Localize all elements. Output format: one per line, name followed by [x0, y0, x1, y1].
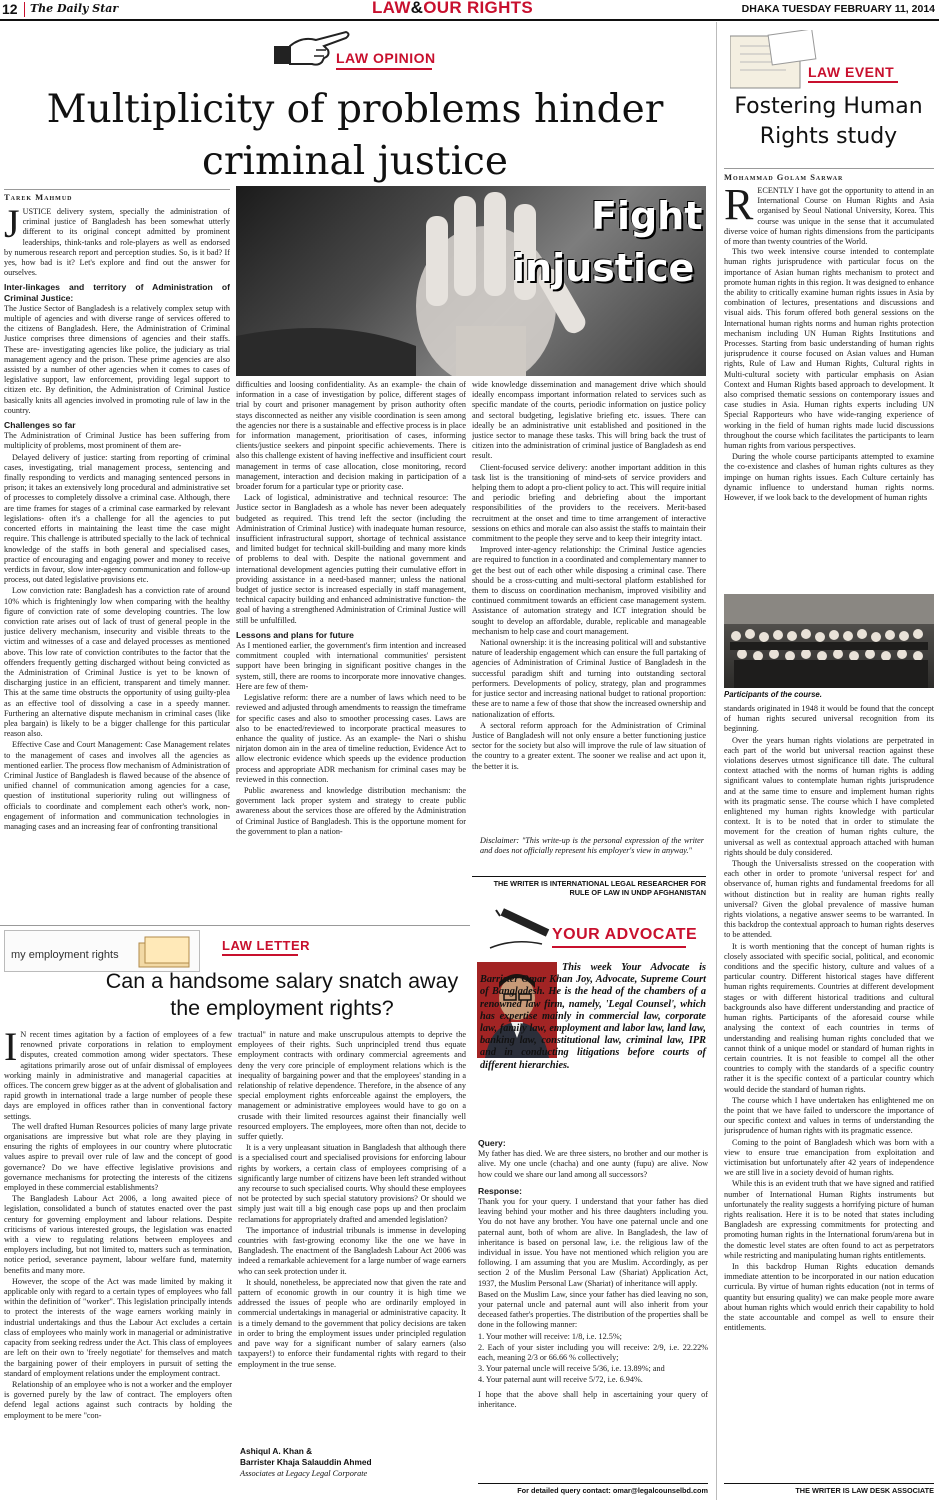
event-paragraph: standards originated in 1948 it would be found that the concept of human rights secured universal recognition from its beginning.: [724, 704, 934, 734]
event-lead: ECENTLY I have got the opportunity to attend in an International Course on Human Rights and Asia organised by Seoul National University, Korea. This course was unique in the sense that it accumulated diverse voice of human rights dimensions from the participants of more than twenty countries of the World.: [724, 186, 934, 247]
advocate-response-2: Based on the Muslim Law, since your father has died leaving no son, your paternal uncle and paternal aunt will also inherit from your deceased father's properties. The distribution of the properties shall be done in the following manner:: [478, 1289, 708, 1330]
letter-signature: [240, 1446, 466, 1479]
photo-text-fight: Fight: [591, 194, 703, 238]
event-paragraph: It is worth mentioning that the concept of human rights is closely associated with specific social, political, and economic conditions and the specific history, culture and values of a particular country. Different historical stages have different human rights requirements. Countries at different development stages or with different historical traditions and cultural backgrounds also have different understanding and practice of human rights. Participants of the aforesaid course while analysing the context of each countries in terms of understanding and realising human rights concluded that we cannot think of a unique model or standard of human rights in certain countries. It is not feasible to compel all the other countries to comply with the standards of a specific country rather it is the specific context of a particular country which would decide the standard of human rights.: [724, 941, 934, 1094]
letter-paragraph: It should, nonetheless, be appreciated now that given the rate and pattern of economic growth in our country it is high time we addressed the issues of people who are ordinarily employed in commercial undertakings in managerial or administrative capacity. It is a timely demand to the government that policy decisions are taken in order to bring the employment issues under principled regulation and pave way for a significant number of salary earners (also taxpayers!) to enforce their fundamental rights with regard to their employment in the true sense.: [238, 1277, 466, 1369]
paper-name: The Daily Star: [30, 2, 119, 15]
opinion-paragraph: Legislative reform: there are a number of laws which need to be reviewed and adjusted through amendments to reassign the timeframe for specific cases and also to smoother processing cases. Laws are also to be enacted/reviewed to incorporate practical measures to enhance the quality of justice. As an example- the Nari o shishu nirjaton domon ain in the area of timeline reduction, Evidence Act to allow electronic evidence which speeds up the evidence production process and appropriate ADR mechanism for criminal cases may be reviewed in this connection.: [236, 693, 466, 784]
section-rights: OUR RIGHTS: [423, 0, 533, 17]
opinion-paragraph: The Justice Sector of Bangladesh is a relatively complex setup with multiple of agencies and with diverse range of services offered to the citizens of Bangladesh. Here, the Administration of Criminal Justice comprises three dimensions of agencies and their staffs. These are- investigating agencies like police, the judiciary as trial management agency and the prison. These prime agencies are also assisted by a number of other agencies when it comes to cases of legislative support, law enforcement, providing legal support to citizen etc. By definition, the Administration of Criminal Justice basically knits all agencies involved in promoting rule of law in the country.: [4, 303, 230, 415]
opinion-paragraph: Improved inter-agency relationship: the Criminal Justice agencies are required to function in a coordinated and complementary manner to get the best out of each other while disposing a criminal case. There should be a cross-cutting and multi-sectoral platform established for them to discuss on coordination mechanism, improved visibility and continued commitment towards an efficient case management system. Assistance of automation strategy and ICT integration should be sought to develop an affordable, durable, replicable and manageable mechanism to help case and court management.: [472, 545, 706, 636]
opinion-paragraph: difficulties and loosing confidentiality. As an example- the chain of information in a case of investigation by police, different stages of trial by court and prisoner management by prison authority often stays disconnected as neither any visible coordination is seen among the agencies nor there is a sustainable and effective process is in place for information management, prioritisation of cases, informing clients/justice seekers and pinpoint specific achievements. There is also this challenge existent of having ineffective and insufficient court management in terms of case allocation, close monitoring, record management, interaction and decision making in participation of a broader forum for a particular type or priority case.: [236, 380, 466, 492]
opinion-writer-rule: [472, 876, 706, 877]
opinion-writer-note: THE WRITER IS INTERNATIONAL LEGAL RESEARCHER FOR RULE OF LAW IN UNDP AFGHANISTAN: [493, 879, 706, 897]
letter-paragraph: The well drafted Human Resources policies of many large private organisations are impressive but what role are they playing in ensuring the rights of employees in our country where plutocratic values aspire to prevail over rule of law and the concept of good governance? Do we have effective legislative provisions and governance mechanisms for protecting the interests of the citizens employed in these commercial establishments?: [4, 1121, 232, 1193]
letter-paragraph: The Bangladesh Labour Act 2006, a long awaited piece of legislation, consolidated a bunch of statutes enacted over the past century for governing employment and labour relations. Despite criticisms of various interested groups, the legislation was enacted with a view to regulating relations between employees and employers including, but not limited to, matters such as termination, notice period, severance payment, labour welfare fund, maternity benefits and many more.: [4, 1194, 232, 1275]
masthead: [0, 0, 939, 22]
letter-column-1: [4, 1030, 232, 1500]
letter-signer-1: Ashiqul A. Khan &: [240, 1446, 313, 1456]
letter-paragraph: tractual" in nature and make unscrupulous attempts to deprive the employees of their rights. Such unprincipled trend thus equate employment contracts with ordinary commercial agreements and deny the very core principle of employment relations which is the inequality of bargaining power and that the employees' standing in a relationship of relative dependence. Therefore, in the absence of any special employment rights enforceable against the employers, the management or administrative employees would have to go on a crusade with their limited resources against their financially well resourced employers. The employees, more often than not, decide to suffer quietly.: [238, 1030, 466, 1142]
advocate-intro: This week Your Advocate is Barrister Omar Khan Joy, Advocate, Supreme Court of Bangladesh. He is the head of the chambers of a renowned law firm, namely, 'Legal Counsel', which has expertise mainly in commercial law, corporate law, family law, employment and labor law, land law, banking law, constitutional law, criminal law, IPR and in conducting litigations before courts of different hierarchies.: [480, 962, 706, 1071]
event-paragraph: Though the Universalists stressed on the cooperation with each other in order to promote 'universal respect for' and observance of, human rights and fundamental freedoms for all without distinction but in reality are human rights really universal? Given the global prevalence of massive human rights violations, a negative answer seems to be warranted. In this backdrop the contextual approach to human rights deserves to be attended.: [724, 859, 934, 940]
inheritance-share-item: 1. Your mother will receive: 1/8, i.e. 12.5%;: [478, 1331, 622, 1341]
opinion-column-3: [472, 380, 706, 820]
advocate-contact-rule: [478, 1483, 708, 1484]
letter-column-2: [238, 1030, 466, 1440]
letter-paragraph: The importance of industrial tribunals is immense in developing countries with fast-growing economy like the one we have in Bangladesh. The enactment of the Bangladesh Labour Act 2006 was indeed a remarkable achievement for a large number of wage earners who can seek protection under it.: [238, 1225, 466, 1276]
opinion-paragraph: Lack of logistical, administrative and technical resource: The Justice sector in Bangladesh as a whole has never been adequately budgeted as required. This trend left the sector (including the Administration of Criminal Justice) with inadequate human resource, insufficient infrastructural support, shortage of technical assistance and limited budget for technical skill-building and many more kinds of problems to deal with. Despite the national government and international development agencies putting their cumulative effort in providing assistance in a need-based manner; unless the national budget of justice sector is increased especially in staff management, technical capacity building and enhanced administrative function- the goal of having a strengthened Administration of Criminal Justice will still be unfulfilled.: [236, 493, 466, 625]
letter-paragraph: Relationship of an employee who is not a worker and the employer is governed purely by the law of contract. The employers often defend legal actions against such contracts by holding the employment to be mere "con-: [4, 1379, 232, 1420]
opinion-subhead-1: Inter-linkages and territory of Administration of Criminal Justice:: [4, 282, 230, 303]
opinion-subhead-3: Lessons and plans for future: [236, 629, 354, 640]
inheritance-share-item: 2. Each of your sister including you will receive: 2/9, i.e. 22.22% each, meaning 2/3 or 66.66 % collectively;: [478, 1342, 708, 1363]
event-writer-note: THE WRITER IS LAW DESK ASSOCIATE: [795, 1486, 934, 1495]
advocate-query: My father has died. We are three sisters, no brother and our mother is alive. My one uncle (chacha) and one aunty (fupu) are alive. Now how could we share our land among all successors?: [478, 1149, 708, 1179]
section-title: [372, 0, 533, 18]
law-letter-rule: [222, 954, 298, 956]
event-column-top: [724, 186, 934, 591]
event-paragraph: Coming to the point of Bangladesh which was born with a view to ensure true emancipation from exploitation and victimisation but unfortunately after 42 years of independence we are still live in a society devoid of human rights.: [724, 1137, 934, 1178]
opinion-author-rule: [4, 189, 230, 190]
advocate-query-label: Query:: [478, 1138, 506, 1148]
event-drop-cap: R: [724, 186, 754, 229]
letter-brand-box: [4, 930, 200, 972]
opinion-paragraph: Effective Case and Court Management: Case Management relates to the management of cases and involves all the agencies as mentioned earlier. The process flow mechanism of Administration of Criminal Justice of Bangladesh is flawed because of the absence of unified channel of communication among agencies for a case, question of institutional superiority ruling out willingness of officials to coordinate and complement each other's work, non-engagement of information and communication technologies in managing cases and an increasing fear of confronting transitional: [4, 740, 230, 831]
page-number-divider: [24, 2, 25, 17]
event-paragraph: This two week intensive course intended to contemplate human rights jurisprudence with particular focus on the importance of Asian human rights mechanism to protect and promote human rights in this region. It was designed to enhance the ability to critically examine human rights issues in Asia by combination of lectures, presentations and discussions and visual aids. This forum offered both general sessions on the International human rights norms and human rights protection mechanism including UN Human Rights Institutions and Processes. Starting from basic understanding of human rights jurisprudence it course focused on Asian values and Human rights, Rule of Law and Human Rights, Cultural rights in Multi-cultural society with particular emphasis on Asian Context and Human Rights based approach to development. It also comprised thematic sessions on contemporary issues and case studies in Asia. Human rights experts including UN Special Rapporteurs who have wide-ranging experience of working in the field of human rights made lucid discussions throughout the course which facilitates the participants to learn human rights from various perspectives.: [724, 247, 934, 451]
event-column-bottom: [724, 704, 934, 1480]
opinion-lead: USTICE delivery system, specially the administration of criminal justice of Bangladesh has been somewhat utterly different to its original concept admitted by prominent leaderships, think-tanks and role-players as well as endorsed by numerous research report and perception studies. So, is it bad? If yes, how bad is it? Let's explore and find out the answer for ourselves.: [4, 207, 230, 278]
event-photo: [724, 594, 934, 688]
law-letter-label: LAW LETTER: [222, 938, 311, 953]
advocate-response-label: Response:: [478, 1185, 522, 1196]
opinion-author: Tarek Mahmud: [4, 192, 73, 202]
event-paragraph: The course which I have undertaken has enlightened me on the point that we have failed to underscore the importance of our specific context and values in terms of understanding the jurisprudence of human rights with its pragmatic essence.: [724, 1095, 934, 1136]
event-writer-rule: [724, 1483, 934, 1484]
opinion-paragraph: Client-focused service delivery: another important addition in this task list is the transitioning of mind-sets of service providers and helping them to adopt a pro-client policy to act. This will require initial and periodic briefing and debriefing about the important responsibilities of the providers to the receivers. Merit-based recruitment at the onset and time to time arrangement of interactive sessions on ethics and morale can also assist the staffs to maintain their commitment to the people they serve and to keep their integrity intact.: [472, 462, 706, 544]
letter-brand: my employment rights: [11, 949, 119, 961]
law-event-rule: [808, 81, 898, 83]
event-paragraph: During the whole course participants attempted to examine the co-existence and clashes of human rights cultures as they impinge on human rights issues. Each Culture certainly has dynamic influence to understand human rights norms. However, if we look back to the development of human rights: [724, 452, 934, 503]
event-paragraph: Over the years human rights violations are perpetrated in each part of the world but universal reaction against these violations deserves utmost significance till date. The cultural context attached with the norms of human rights is adding significant values to contemplate human rights jurisprudence and at the same time to ensure and implement human rights with its pragmatic sense. The course which I have completed enlightened my human rights knowledge with particular context. It is to be noted that in order to stimulate the movement for the creation of human rights culture, the universal as well as contextual approach attached with human rights should be duly considered.: [724, 735, 934, 857]
your-advocate-rule: [552, 946, 686, 948]
letter-drop-cap: I: [4, 1030, 18, 1069]
event-author-rule: [724, 168, 934, 169]
letter-signer-affiliation: Associates at Legacy Legal Corporate: [240, 1469, 368, 1478]
event-paragraph: While this is an evident truth that we have signed and ratified number of International Human Rights instruments but unfortunately the reality suggests a horrifying picture of human rights realisation. Here it is to be noted that states including Bangladesh are expressing commitments for protecting and promoting human rights in the International forum/arena but in the domestic level states are often found to act as perpetrators while restricting and manipulating human rights entitlements.: [724, 1179, 934, 1260]
opinion-paragraph: A sectoral reform approach for the Administration of Criminal Justice of Bangladesh will not only ensure a better functioning justice sector for the society but also will improve the rule of law situation of the country to a greater extent. The sooner we realise and act upon it, the better it is.: [472, 720, 706, 771]
opinion-paragraph: As I mentioned earlier, the government's firm intention and increased commitment coupled with international communities' persistent support have been bringing in significant positive changes in the system, still, there are rooms to incorporate more innovative changes. Here are few of them-: [236, 641, 466, 691]
dateline: DHAKA TUESDAY FEBRUARY 11, 2014: [741, 3, 935, 15]
advocate-contact: For detailed query contact: omar@legalcounselbd.com: [517, 1486, 708, 1495]
opinion-paragraph: Low conviction rate: Bangladesh has a conviction rate of around 10% which is frighteningly low when comparing with the healthy figure of conviction rate of some developing countries. The low conviction rate arises out of lack of trust of general people in the justice delivery mechanism, insecurity and visible threats to the victim and witnesses of a case and delayed processes as mentioned above. This low rate of conviction contributes to the factor that the offenders frequently getting discharged without being convicted as the Administration of Criminal Justice is yet to be known of discharging justice in an efficient, transparent and timely manner. This at the same time obstructs the opportunity of using guilty-plea as an effective tool of dissolving a case in a speedy manner. Furthering an alternative dispute mechanism in criminal cases (like plea bargain) is likely to be a bigger challenge for this particular reason also.: [4, 586, 230, 739]
event-author: Mohammad Golam Sarwar: [724, 172, 844, 182]
section-law: LAW: [372, 0, 411, 17]
inheritance-share-item: 4. Your paternal aunt will receive 5/72, i.e. 6.94%.: [478, 1375, 643, 1385]
event-headline: Fostering Human Rights study: [734, 94, 923, 149]
page-number: 12: [2, 1, 18, 17]
photo-text-injustice: injustice: [512, 246, 695, 290]
opinion-headline: Multiplicity of problems hinder criminal justice: [46, 87, 664, 184]
letter-paragraph: However, the scope of the Act was made limited by making it applicable only with regard to a certain types of employees who fall within the definition of "worker". This legislation principally intends to protect the interests of the wage earners working mainly in industrial undertakings and thus the Labour Act excludes a certain class of employees who mainly work in managerial or administrative capacity from seeking redress under the Act. This class of employees are left on their own to 'freely negotiate' for themselves and match the bargaining power of their employers in pursuit of setting the standard of employment relations under the employment contract.: [4, 1276, 232, 1378]
section-amp: &: [410, 0, 424, 17]
inheritance-share-item: 3. Your paternal uncle will receive 5/36, i.e. 13.89%; and: [478, 1364, 665, 1374]
event-photo-caption: Participants of the course.: [724, 690, 822, 699]
letter-headline: Can a handsome salary snatch away the employment rights?: [105, 969, 459, 1020]
letter-paragraph: It is a very unpleasant situation in Bangladesh that although there is a specialised court and specialised provisions for enforcing labour rights by workers, a certain class of employees comprising of a significantly large number of citizens have been left stranded without any recourse to such specialised courts. Why should these employees not be protected by such special statutory provisions? Or should we simply just wait till a big enough case pops up and then proclaim reclamations for appropriately drafted and amended legislation?: [238, 1143, 466, 1224]
law-opinion-rule: [336, 68, 432, 70]
letter-lead: N recent times agitation by a faction of employees of a few renowned private corporations in relation to employment disputes, created commotion among wider spectators. These agitations primarily arose out of unfair dismissal of employees working mainly in administrative and managerial capacities at offices. The concern grew bigger as at the advent of globalisation and rapid growth in international trade a large number of people these days are employed in offices rather than in conventional factory settings.: [4, 1030, 232, 1121]
opinion-paragraph: Public awareness and knowledge distribution mechanism: the government lack proper system and strategy to create public awareness about the services those are offered by the Administration of Criminal Justice of Bangladesh. This is the opportune moment for the government to plan a nation-: [236, 785, 466, 836]
opinion-disclaimer: Disclaimer: "This write-up is the personal expression of the writer and does not officially represent his employer's view in anyway.": [480, 836, 704, 855]
opinion-drop-cap: J: [4, 207, 20, 246]
opinion-paragraph: The Administration of Criminal Justice has been suffering from multiplicity of problems, most prominent of them are-: [4, 431, 230, 451]
group-photo-icon: [724, 594, 934, 688]
masthead-rule: [0, 19, 939, 21]
opinion-paragraph: National ownership: it is the increasing political will and substantive nature of leadership engagement which can ensure the full partaking of agencies of Administration of Criminal Justice of Bangladesh in the successful paradigm shift and turning into outstanding sectoral performers. Developments of policy, strategy, plan and programmes for justice sector and increasing national budget to rational proportion: these are to name a few of those that show the increased ownership and nationalization of efforts.: [472, 638, 706, 719]
opinion-paragraph: wide knowledge dissemination and management drive which should ideally encompass important information related to services such as specific mandate of the courts, periodic information on justice policy and sectoral budgeting, legislative briefing etc. issues. There can ideally be an administrative unit established and positioned in the justice sector to manage these tasks. This will bring back the trust of citizen into the administration of criminal justice of Bangladesh as end result.: [472, 380, 706, 461]
law-opinion-label: LAW OPINION: [336, 50, 436, 66]
opinion-paragraph: Delayed delivery of justice: starting from reporting of criminal cases, investigating, trial management process, sentencing and finally responding to verdicts and managing sentenced persons in prison; it takes an extensively long procedural and administrative set of processes to completely dissolve a criminal case. Although, there are time frames for stages of a criminal case earmarked by relevant legislations- often it's a challenge for all the agencies to put concerted efforts in maintaining the least time the case might require. This challenge is attributed specially to the lack of technical knowledge of the staffs in both general and specialised cases, practice of encouraging and engaging power and money to receive verdicts in favour, slow inter-agency communication and follow-up process, out dated legislative provisions etc.: [4, 452, 230, 585]
opinion-column-2: [236, 380, 466, 923]
advocate-closing: I hope that the above shall help in ascertaining your query of inheritance.: [478, 1389, 708, 1409]
opinion-photo: [236, 186, 706, 376]
advocate-response-1: Thank you for your query. I understand that your father has died leaving behind your mother and his three daughters including you. You do not have any brother. You have one paternal uncle and one paternal aunt, both of whom are alive. In Bangladesh, the law of inheritance is based on personal law, i.e. the religious law of the individual in issue. You have not mentioned which religion you are following. I am assuming that you are Muslim. Accordingly, as per section 2 of the Muslim Personal Law (Shariat) Application Act, 1937, the Muslim Personal Law (Shariat) of inheritance will apply.: [478, 1197, 708, 1288]
letter-signer-2: Barrister Khaja Salauddin Ahmed: [240, 1457, 372, 1467]
inheritance-share-list: [478, 1332, 708, 1386]
your-advocate-label: YOUR ADVOCATE: [552, 926, 698, 943]
advocate-body: [478, 1138, 708, 1478]
event-paragraph: In this backdrop Human Rights education demands immediate attention to be incorporated in our nation education curricula. By virtue of human rights education (not in terms of quantity but ensuring quality) we can make people more aware about human rights which would enrich their capability to hold the state accountable and compel as well to ensure their entitlements.: [724, 1261, 934, 1333]
folder-icon: [135, 935, 195, 969]
opinion-column-1: [4, 207, 230, 923]
opinion-subhead-2: Challenges so far: [4, 420, 76, 431]
law-event-label: LAW EVENT: [808, 64, 895, 80]
letter-top-rule: [0, 925, 470, 926]
